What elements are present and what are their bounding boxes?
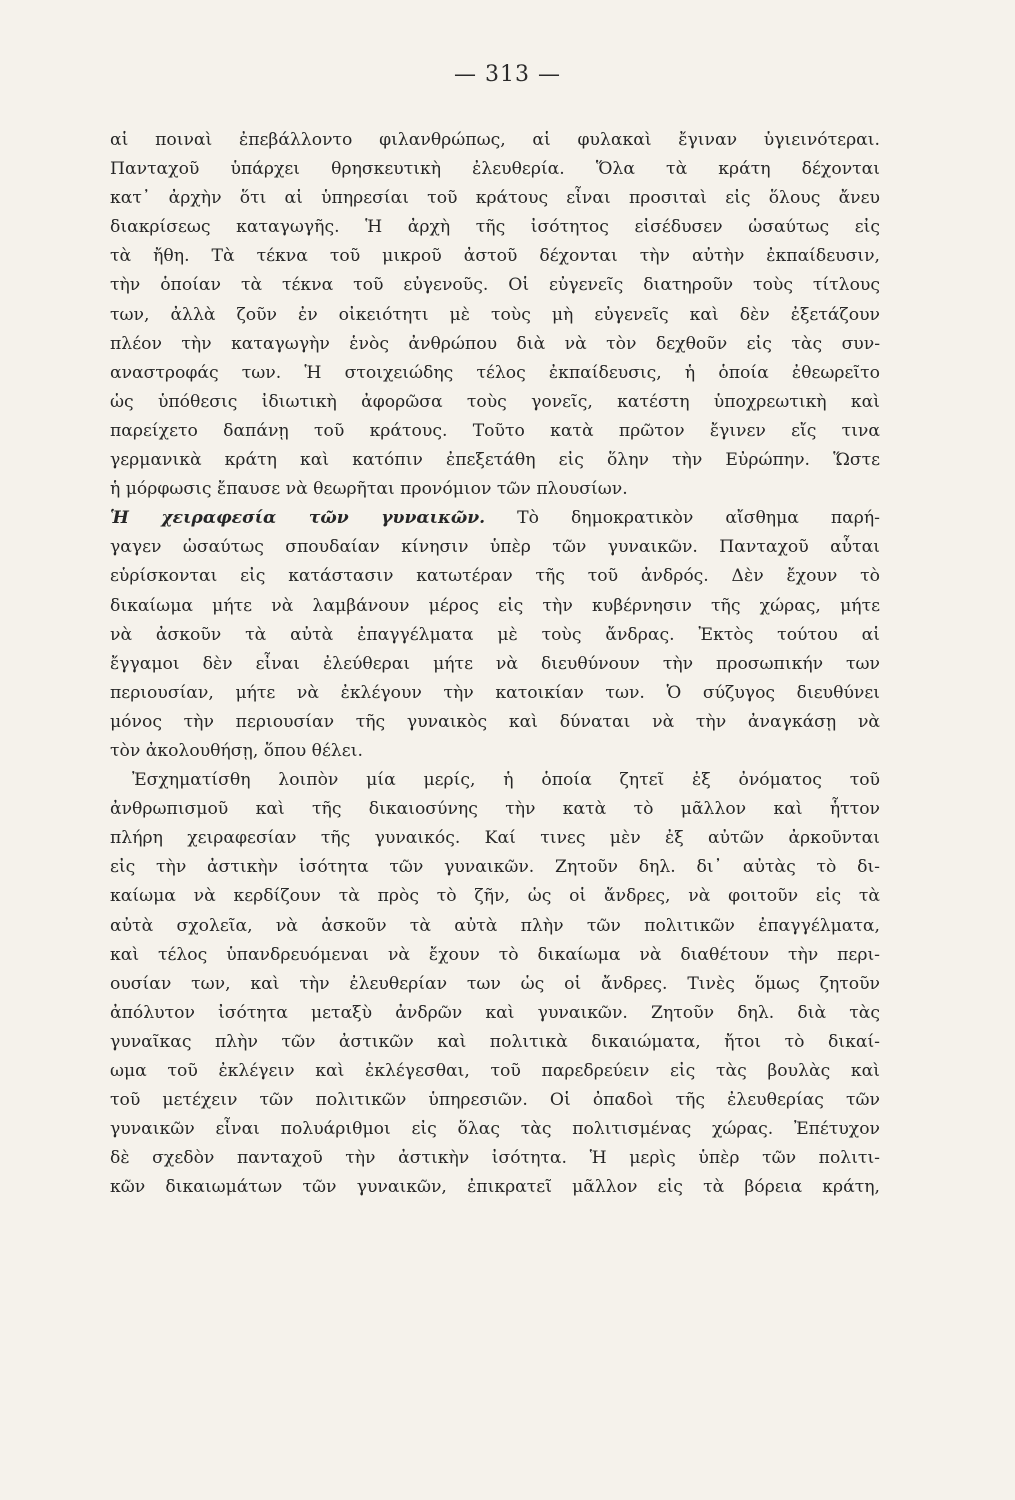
text-line: Ἐσχηματίσθη λοιπὸν μία μερίς, ἡ ὁποία ζητεῖ ἐξ ὀνόματος τοῦ	[132, 770, 880, 791]
text-line-with-heading	[110, 504, 880, 533]
text-line: τὰ ἤθη. Τὰ τέκνα τοῦ μικροῦ ἀστοῦ δέχονται τὴν αὐτὴν ἐκπαίδευσιν,	[110, 246, 880, 267]
page-number: — 313 —	[454, 62, 561, 87]
text-line: πλήρη χειραφεσίαν τῆς γυναικός. Καί τινες μὲν ἐξ αὐτῶν ἀρκοῦνται	[110, 828, 880, 849]
body-text	[110, 126, 880, 1202]
text-line: γερμανικὰ κράτη καὶ κατόπιν ἐπεξετάθη εἰς ὅλην τὴν Εὐρώπην. Ὥστε	[110, 450, 880, 471]
text-line: αὐτὰ σχολεῖα, νὰ ἀσκοῦν τὰ αὐτὰ πλὴν τῶν πολιτικῶν ἐπαγγέλματα,	[110, 915, 880, 936]
text-line: ωμα τοῦ ἐκλέγειν καὶ ἐκλέγεσθαι, τοῦ παρεδρεύειν εἰς τὰς βουλὰς καὶ	[110, 1061, 880, 1081]
text-line: αἱ ποιναὶ ἐπεβάλλοντο φιλανθρώπως, αἱ φυλακαὶ ἔγιναν ὑγιεινότεραι.	[110, 130, 880, 150]
text-line: ὡς ὑπόθεσις ἰδιωτικὴ ἀφορῶσα τοὺς γονεῖς, κατέστη ὑποχρεωτικὴ καὶ	[110, 391, 880, 412]
text-line: γαγεν ὡσαύτως σπουδαίαν κίνησιν ὑπὲρ τῶν γυναικῶν. Πανταχοῦ αὗται	[110, 537, 880, 558]
text-line: γυναικῶν εἶναι πολυάριθμοι εἰς ὅλας τὰς πολιτισμένας χώρας. Ἐπέτυχον	[110, 1119, 880, 1140]
paragraph-2	[110, 504, 880, 766]
text-line: παρείχετο δαπάνῃ τοῦ κράτους. Τοῦτο κατὰ πρῶτον ἔγινεν εἴς τινα	[110, 420, 880, 441]
text-line: καίωμα νὰ κερδίζουν τὰ πρὸς τὸ ζῆν, ὡς οἱ ἄνδρες, νὰ φοιτοῦν εἰς τὰ	[110, 886, 880, 907]
text-line: τὸν ἀκολουθήσῃ, ὅπου θέλει.	[110, 740, 363, 761]
paragraph-1	[110, 126, 880, 504]
text-line: μόνος τὴν περιουσίαν τῆς γυναικὸς καὶ δύναται νὰ τὴν ἀναγκάσῃ νὰ	[110, 711, 880, 732]
text-line: καὶ τέλος ὑπανδρευόμεναι νὰ ἔχουν τὸ δικαίωμα νὰ διαθέτουν τὴν περι-	[110, 944, 880, 965]
section-heading: Ἡ χειραφεσία τῶν γυναικῶν.	[110, 508, 486, 529]
text-line: δικαίωμα μήτε νὰ λαμβάνουν μέρος εἰς τὴν κυβέρνησιν τῆς χώρας, μήτε	[110, 595, 880, 616]
text-line: τὴν ὁποίαν τὰ τέκνα τοῦ εὐγενοῦς. Οἱ εὐγενεῖς διατηροῦν τοὺς τίτλους	[110, 275, 880, 296]
text-line: ἡ μόρφωσις ἔπαυσε νὰ θεωρῆται προνόμιον τῶν πλουσίων.	[110, 479, 628, 500]
text-line: ἀπόλυτον ἰσότητα μεταξὺ ἀνδρῶν καὶ γυναικῶν. Ζητοῦν δηλ. διὰ τὰς	[110, 1002, 880, 1023]
text-line: κῶν δικαιωμάτων τῶν γυναικῶν, ἐπικρατεῖ μᾶλλον εἰς τὰ βόρεια κράτη,	[110, 1177, 880, 1198]
paragraph-3	[110, 766, 880, 1202]
heading-line-rest: Τὸ δημοκρατικὸν αἴσθημα παρή-	[485, 508, 880, 529]
text-line: Πανταχοῦ ὑπάρχει θρησκευτικὴ ἐλευθερία. Ὅλα τὰ κράτη δέχονται	[110, 159, 880, 180]
text-line: ἔγγαμοι δὲν εἶναι ἐλεύθεραι μήτε νὰ διευθύνουν τὴν προσωπικήν των	[110, 653, 880, 674]
text-line: αναστροφάς των. Ἡ στοιχειώδης τέλος ἐκπαίδευσις, ἡ ὁποία ἐθεωρεῖτο	[110, 362, 880, 383]
text-line: εὑρίσκονται εἰς κατάστασιν κατωτέραν τῆς τοῦ ἀνδρός. Δὲν ἔχουν τὸ	[110, 566, 880, 587]
text-line: ουσίαν των, καὶ τὴν ἐλευθερίαν των ὡς οἱ ἄνδρες. Τινὲς ὅμως ζητοῦν	[110, 973, 880, 994]
text-line: κατ᾽ ἀρχὴν ὅτι αἱ ὑπηρεσίαι τοῦ κράτους εἶναι προσιταὶ εἰς ὅλους ἄνευ	[110, 188, 880, 209]
text-line: δὲ σχεδὸν πανταχοῦ τὴν ἀστικὴν ἰσότητα. Ἡ μερὶς ὑπὲρ τῶν πολιτι-	[110, 1148, 880, 1169]
text-line: γυναῖκας πλὴν τῶν ἀστικῶν καὶ πολιτικὰ δικαιώματα, ἤτοι τὸ δικαί-	[110, 1031, 880, 1052]
text-line: εἰς τὴν ἀστικὴν ἰσότητα τῶν γυναικῶν. Ζητοῦν δηλ. δι᾽ αὐτὰς τὸ δι-	[110, 857, 880, 878]
text-line: τοῦ μετέχειν τῶν πολιτικῶν ὑπηρεσιῶν. Οἱ ὀπαδοὶ τῆς ἐλευθερίας τῶν	[110, 1090, 880, 1111]
text-line: νὰ ἀσκοῦν τὰ αὐτὰ ἐπαγγέλματα μὲ τοὺς ἄνδρας. Ἐκτὸς τούτου αἱ	[110, 624, 880, 645]
text-line: πλέον τὴν καταγωγὴν ἑνὸς ἀνθρώπου διὰ νὰ τὸν δεχθοῦν εἰς τὰς συν-	[110, 333, 880, 354]
text-line: περιουσίαν, μήτε νὰ ἐκλέγουν τὴν κατοικίαν των. Ὁ σύζυγος διευθύνει	[110, 682, 880, 703]
text-line: των, ἀλλὰ ζοῦν ἐν οἰκειότητι μὲ τοὺς μὴ εὐγενεῖς καὶ δὲν ἐξετάζουν	[110, 304, 880, 325]
text-line: ἀνθρωπισμοῦ καὶ τῆς δικαιοσύνης τὴν κατὰ τὸ μᾶλλον καὶ ἧττον	[110, 799, 880, 820]
text-line: διακρίσεως καταγωγῆς. Ἡ ἀρχὴ τῆς ἰσότητος εἰσέδυσεν ὡσαύτως εἰς	[110, 217, 880, 238]
